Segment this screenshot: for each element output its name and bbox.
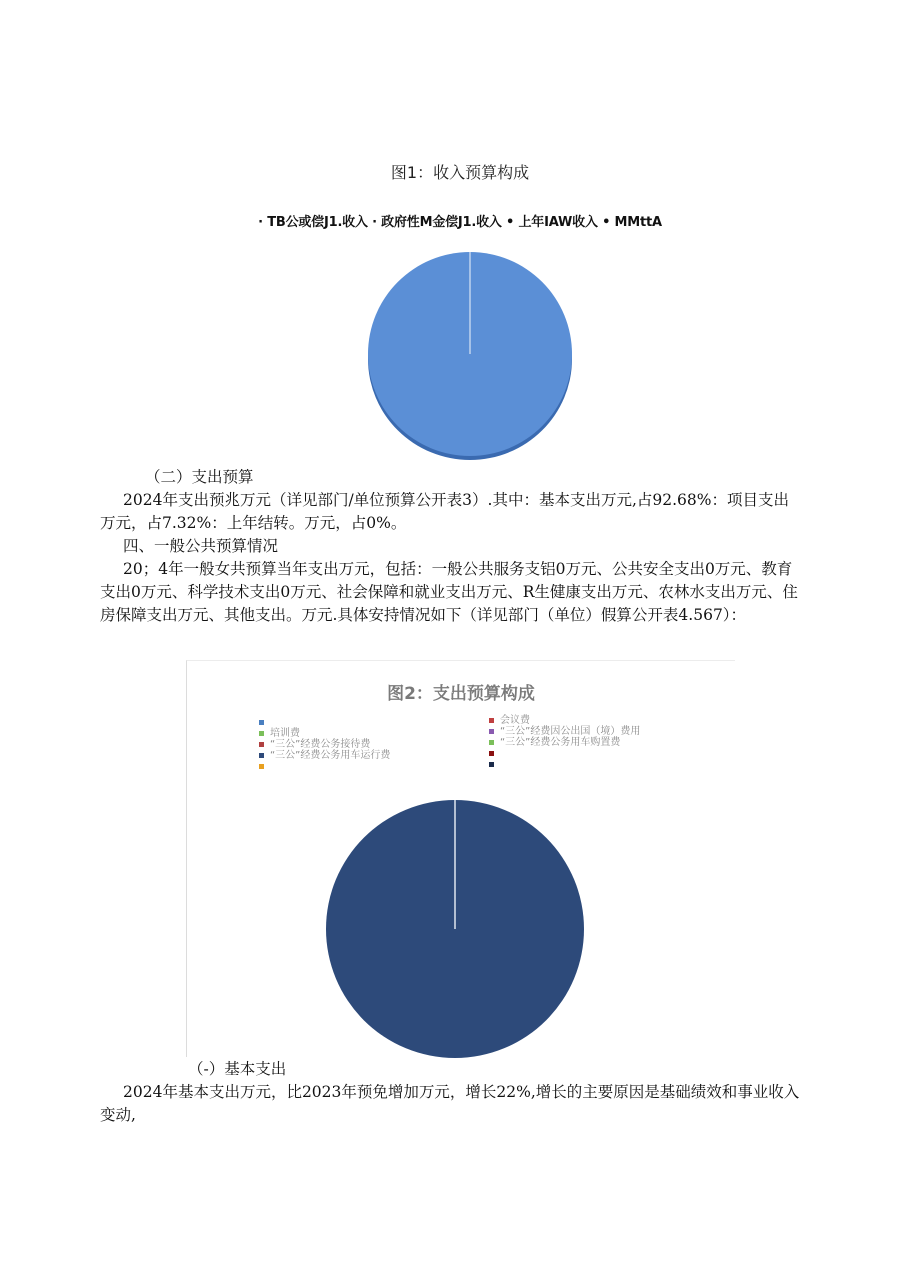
legend-item [489,715,640,726]
legend-item [259,761,390,772]
legend-swatch [259,720,264,725]
legend-item [489,748,640,759]
figure2-title: 图2：支出预算构成 [387,684,535,704]
legend-item [489,759,640,770]
legend-label: “三公”经费公务用车运行费 [270,750,391,761]
legend-item [489,726,640,737]
legend-swatch [489,751,494,756]
figure2-pie-chart [323,797,587,1061]
legend-swatch [489,718,494,723]
figure1-legend: · TB公或偿J1.收入 · 政府性M金偿J1.收入 • 上年IAW收入 • MMttA [258,215,662,230]
legend-label: “三公”经费公务接待费 [270,739,371,750]
expenditure-para-line2: 万元，占7.32%：上年结转。万元，占0%。 [100,514,407,532]
figure2-legend-right [489,715,640,770]
general-budget-line2: 支出0万元、科学技术支出0万元、社会保障和就业支出万元、R生健康支出万元、农林水支出万元、住 [100,583,798,601]
section-basic-expenditure-heading: （-）基本支出 [188,1060,287,1078]
basic-expenditure-line1: 2024年基本支出万元，比2023年预免增加万元，增长22%,增长的主要原因是基础绩效和事业收入 [123,1083,800,1101]
legend-item [489,737,640,748]
legend-item [259,739,390,750]
legend-label: “三公”经费因公出国（境）费用 [500,726,641,737]
basic-expenditure-line2: 变动, [100,1106,136,1124]
legend-swatch [259,753,264,758]
legend-swatch [489,762,494,767]
legend-swatch [259,742,264,747]
section-expenditure-heading: （二）支出预算 [145,468,254,486]
figure1-title: 图1：收入预算构成 [390,163,530,182]
general-budget-line3: 房保障支出万元、其他支出。万元.具体安持情况如下（详见部门（单位）假算公开表4.567）： [100,606,747,624]
figure1-pie-chart [360,250,580,470]
legend-item [259,717,390,728]
legend-item [259,728,390,739]
section-general-budget-heading: 四、一般公共预算情况 [123,537,279,555]
general-budget-line1: 20；4年一般女共预算当年支出万元，包括：一般公共服务支铝0万元、公共安全支出0万元、教育 [123,560,793,578]
legend-swatch [259,731,264,736]
figure2-legend-left [259,717,390,772]
legend-swatch [489,729,494,734]
legend-swatch [489,740,494,745]
legend-label: 培训费 [270,728,300,739]
legend-label: “三公”经费公务用车购置费 [500,737,621,748]
expenditure-para-line1: 2024年支出预兆万元（详见部门/单位预算公开表3）.其中：基本支出万元,占92.68%：项目支出 [123,491,789,509]
legend-swatch [259,764,264,769]
legend-item [259,750,390,761]
legend-label: 会议费 [500,715,530,726]
figure2-frame [186,660,735,1057]
